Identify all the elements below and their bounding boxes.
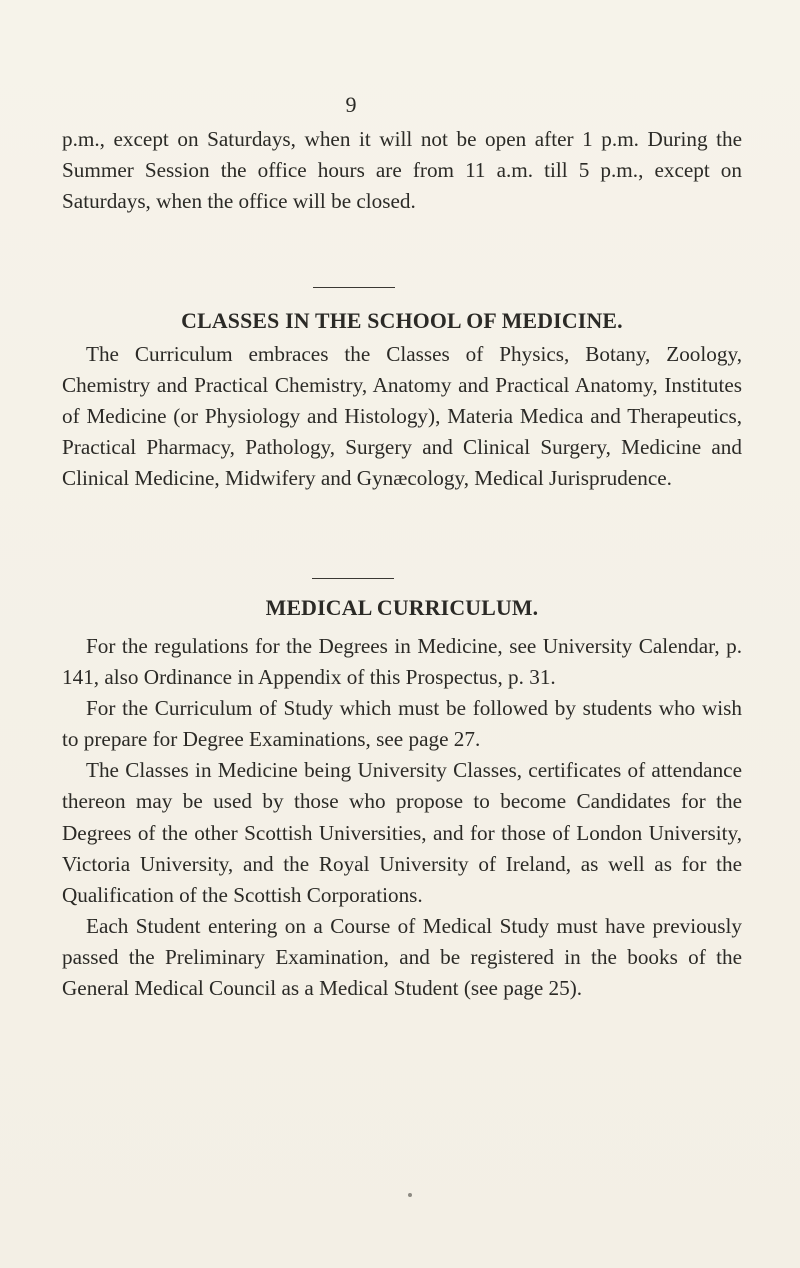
curriculum-paragraph-3: The Classes in Medicine being University Classes, certificates of attendance thereon may be used by those who propose to become Candidates for the Degrees of the other Scottish Universities, and for those of London University, Victoria University, and the Royal University of Ireland, as well as for the Qualification of the Scottish Corporations. — [62, 758, 742, 907]
continuation-block — [62, 124, 742, 217]
curriculum-paragraph-4: Each Student entering on a Course of Medical Study must have previously passed the Preliminary Examination, and be registered in the books of the General Medical Council as a Medical Student (see page 25). — [62, 913, 742, 1001]
curriculum-paragraph-1: For the regulations for the Degrees in Medicine, see University Calendar, p. 141, also Ordinance in Appendix of this Prospectus, p. 31. — [62, 634, 742, 690]
classes-heading: CLASSES IN THE SCHOOL OF MEDICINE. — [181, 309, 623, 333]
page-number: 9 — [345, 92, 357, 117]
classes-paragraph: The Curriculum embraces the Classes of Physics, Botany, Zoology, Chemistry and Practical Chemistry, Anatomy and Practical Anatomy, Institutes of Medicine (or Physiology and Histology), Materia Medica and Therapeutics, Practical Pharmacy, Pathology, Surgery and Clinical Surgery, Medicine and Clinical Medicine, Midwifery and Gynæcology, Medical Jurisprudence. — [62, 342, 742, 491]
curriculum-section — [62, 593, 742, 1004]
curriculum-paragraph-2: For the Curriculum of Study which must be followed by students who wish to prepare for Degree Examinations, see page 27. — [62, 696, 742, 752]
curriculum-heading: MEDICAL CURRICULUM. — [265, 596, 539, 620]
paper-speck — [408, 1193, 412, 1197]
classes-section — [62, 306, 742, 494]
section-divider-rule — [312, 578, 394, 579]
section-divider-rule — [313, 287, 395, 288]
continuation-paragraph: p.m., except on Saturdays, when it will not be open after 1 p.m. During the Summer Session the office hours are from 11 a.m. till 5 p.m., except on Saturdays, when the office will be closed. — [62, 127, 742, 214]
